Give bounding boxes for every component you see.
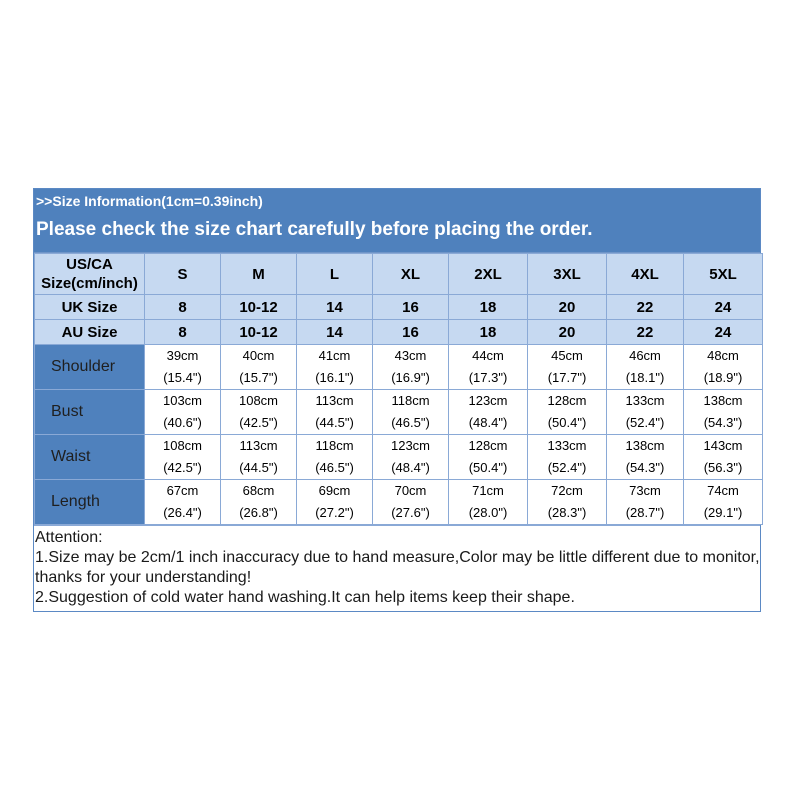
- au-size-cell: 10-12: [221, 320, 297, 345]
- au-size-cell: 16: [373, 320, 449, 345]
- size-info-instruction: Please check the size chart carefully before placing the order.: [36, 219, 593, 240]
- size-cell: 2XL: [449, 254, 528, 295]
- measurement-cell: [373, 345, 449, 390]
- measurement-cell: [607, 345, 684, 390]
- size-cell: L: [297, 254, 373, 295]
- measurement-cell: [684, 345, 763, 390]
- measurement-cell: [607, 435, 684, 480]
- measurement-inch: (54.3"): [703, 415, 743, 430]
- au-size-cell: 8: [145, 320, 221, 345]
- size-info-banner: [34, 189, 760, 253]
- au-size-cell: 18: [449, 320, 528, 345]
- au-size-row: [35, 320, 763, 345]
- notes-line-3: 2.Suggestion of cold water hand washing.It can help items keep their shape.: [35, 589, 575, 606]
- measurement-label: Waist: [35, 435, 145, 480]
- measurement-inch: (50.4"): [547, 415, 587, 430]
- measurement-cm: 74cm: [707, 483, 739, 498]
- measurement-inch: (46.5"): [315, 460, 354, 475]
- measurement-inch: (44.5"): [239, 460, 278, 475]
- uk-size-cell: 20: [528, 295, 607, 320]
- measurement-cell: [297, 480, 373, 525]
- measurement-cm: 70cm: [394, 483, 427, 498]
- measurement-cell: [449, 345, 528, 390]
- measurement-cell: [297, 435, 373, 480]
- measurement-inch: (40.6"): [163, 415, 202, 430]
- measurement-inch: (27.6"): [391, 505, 430, 520]
- measurement-cm: 133cm: [625, 393, 665, 408]
- size-cell: 3XL: [528, 254, 607, 295]
- measurement-cell: [449, 480, 528, 525]
- measurement-cell: [297, 345, 373, 390]
- measurement-inch: (52.4"): [625, 415, 665, 430]
- measurement-cm: 108cm: [162, 438, 203, 453]
- measurement-cell: [449, 390, 528, 435]
- measurement-cm: 43cm: [394, 348, 427, 363]
- uk-size-cell: 8: [145, 295, 221, 320]
- measurement-cell: [297, 390, 373, 435]
- measurement-cm: 41cm: [318, 348, 351, 363]
- uk-size-row: [35, 295, 763, 320]
- measurement-inch: (42.5"): [163, 460, 202, 475]
- au-size-cell: 20: [528, 320, 607, 345]
- measurement-cell: [145, 480, 221, 525]
- measurement-cell: [373, 390, 449, 435]
- measurement-inch: (28.0"): [468, 505, 508, 520]
- measurement-inch: (16.9"): [391, 370, 430, 385]
- size-cell: M: [221, 254, 297, 295]
- uk-size-cell: 10-12: [221, 295, 297, 320]
- size-info-title: >>Size Information(1cm=0.39inch): [36, 193, 263, 209]
- measurement-cm: 73cm: [629, 483, 661, 498]
- measurement-inch: (26.8"): [239, 505, 278, 520]
- measurement-cm: 113cm: [239, 438, 278, 453]
- measurement-inch: (26.4"): [163, 505, 202, 520]
- size-row-label: [35, 254, 145, 295]
- measurement-cm: 128cm: [547, 393, 587, 408]
- measurement-cell: [221, 390, 297, 435]
- measurement-cm: 128cm: [468, 438, 508, 453]
- measurement-label: Bust: [35, 390, 145, 435]
- measurement-cm: 138cm: [703, 393, 743, 408]
- measurement-cm: 45cm: [551, 348, 583, 363]
- measurement-row-length: [35, 480, 763, 525]
- attention-notes: [34, 525, 760, 611]
- measurement-cm: 46cm: [629, 348, 661, 363]
- uk-size-label: UK Size: [35, 295, 145, 320]
- measurement-cm: 103cm: [162, 393, 203, 408]
- notes-title: Attention:: [35, 529, 103, 546]
- au-size-label: AU Size: [35, 320, 145, 345]
- measurement-cm: 133cm: [547, 438, 587, 453]
- measurement-cm: 69cm: [318, 483, 351, 498]
- size-row: [35, 254, 763, 295]
- measurement-inch: (17.7"): [547, 370, 587, 385]
- measurement-inch: (44.5"): [315, 415, 354, 430]
- measurement-cell: [684, 390, 763, 435]
- uk-size-cell: 18: [449, 295, 528, 320]
- measurement-cm: 39cm: [166, 348, 199, 363]
- measurement-inch: (54.3"): [625, 460, 665, 475]
- measurement-cell: [373, 480, 449, 525]
- notes-line-2: thanks for your understanding!: [35, 569, 252, 586]
- measurement-cell: [607, 390, 684, 435]
- measurement-cm: 72cm: [551, 483, 583, 498]
- uk-size-cell: 16: [373, 295, 449, 320]
- uk-size-cell: 22: [607, 295, 684, 320]
- au-size-cell: 14: [297, 320, 373, 345]
- measurement-cell: [221, 435, 297, 480]
- measurement-cm: 143cm: [703, 438, 743, 453]
- measurement-cm: 123cm: [468, 393, 508, 408]
- measurement-cm: 113cm: [315, 393, 354, 408]
- measurement-cell: [528, 480, 607, 525]
- measurement-inch: (17.3"): [468, 370, 508, 385]
- measurement-inch: (29.1"): [703, 505, 743, 520]
- measurement-cell: [528, 390, 607, 435]
- size-cell: 4XL: [607, 254, 684, 295]
- measurement-cm: 40cm: [242, 348, 275, 363]
- au-size-cell: 22: [607, 320, 684, 345]
- measurement-cm: 118cm: [315, 438, 354, 453]
- measurement-cm: 71cm: [472, 483, 504, 498]
- measurement-cell: [145, 345, 221, 390]
- measurement-cell: [684, 435, 763, 480]
- measurement-inch: (27.2"): [315, 505, 354, 520]
- measurement-cm: 138cm: [625, 438, 665, 453]
- measurement-cm: 118cm: [391, 393, 430, 408]
- measurement-cell: [145, 435, 221, 480]
- measurement-cm: 108cm: [238, 393, 279, 408]
- uk-size-cell: 14: [297, 295, 373, 320]
- au-size-cell: 24: [684, 320, 763, 345]
- measurement-cm: 44cm: [472, 348, 504, 363]
- measurement-rows: [35, 345, 763, 525]
- measurement-inch: (48.4"): [391, 460, 430, 475]
- measurement-inch: (28.3"): [547, 505, 587, 520]
- measurement-row-shoulder: [35, 345, 763, 390]
- measurement-inch: (50.4"): [468, 460, 508, 475]
- measurement-cm: 123cm: [390, 438, 431, 453]
- measurement-inch: (18.1"): [625, 370, 665, 385]
- measurement-cell: [449, 435, 528, 480]
- notes-line-1: 1.Size may be 2cm/1 inch inaccuracy due to hand measure,Color may be little different due to monitor,: [35, 549, 760, 566]
- measurement-cell: [145, 390, 221, 435]
- size-cell: S: [145, 254, 221, 295]
- measurement-inch: (46.5"): [391, 415, 430, 430]
- measurement-inch: (15.4"): [163, 370, 202, 385]
- measurement-label: Shoulder: [35, 345, 145, 390]
- measurement-cm: 48cm: [707, 348, 739, 363]
- measurement-row-bust: [35, 390, 763, 435]
- measurement-cell: [607, 480, 684, 525]
- size-chart: [33, 188, 761, 612]
- measurement-cell: [221, 480, 297, 525]
- measurement-cell: [684, 480, 763, 525]
- size-cell: 5XL: [684, 254, 763, 295]
- size-row-label-line1: US/CA: [66, 256, 113, 273]
- size-cell: XL: [373, 254, 449, 295]
- measurement-inch: (28.7"): [625, 505, 665, 520]
- measurement-inch: (56.3"): [703, 460, 743, 475]
- measurement-cm: 67cm: [166, 483, 199, 498]
- measurement-inch: (18.9"): [703, 370, 743, 385]
- size-row-label-line2: Size(cm/inch): [41, 275, 138, 292]
- measurement-inch: (15.7"): [239, 370, 278, 385]
- measurement-cell: [221, 345, 297, 390]
- measurement-row-waist: [35, 435, 763, 480]
- measurement-label: Length: [35, 480, 145, 525]
- measurement-cell: [528, 435, 607, 480]
- measurement-inch: (52.4"): [547, 460, 587, 475]
- measurement-cm: 68cm: [242, 483, 275, 498]
- measurement-cell: [373, 435, 449, 480]
- uk-size-cell: 24: [684, 295, 763, 320]
- measurement-inch: (16.1"): [315, 370, 354, 385]
- size-table: [34, 253, 763, 525]
- measurement-cell: [528, 345, 607, 390]
- measurement-inch: (42.5"): [239, 415, 278, 430]
- measurement-inch: (48.4"): [468, 415, 508, 430]
